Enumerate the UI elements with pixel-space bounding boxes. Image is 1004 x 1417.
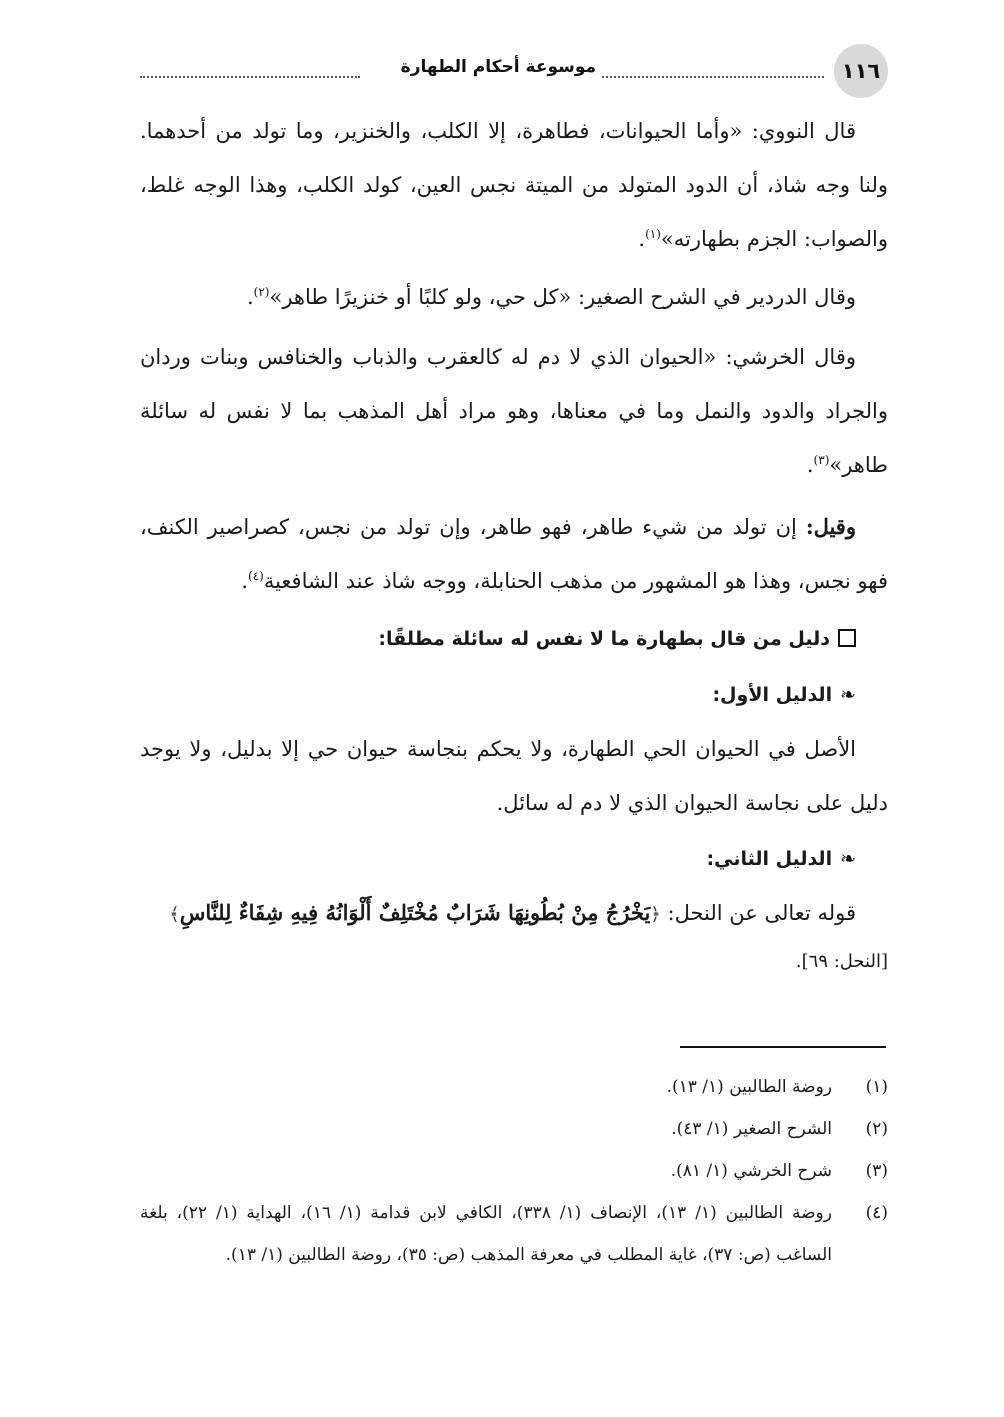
paragraph-end: . bbox=[246, 285, 254, 309]
paragraph-lead: وقيل: bbox=[805, 514, 856, 539]
paragraph-wa-qila bbox=[140, 500, 888, 608]
quran-citation: [النحل: ٦٩]. bbox=[795, 951, 888, 972]
quran-brace-close: ﴾ bbox=[169, 904, 180, 925]
subheading-second-evidence bbox=[140, 832, 888, 886]
footnote-item bbox=[140, 1150, 888, 1192]
paragraph-end: . bbox=[241, 569, 248, 593]
paragraph-lead: قوله تعالى عن النحل: bbox=[660, 901, 856, 925]
footnote-ref-3[interactable]: (٣) bbox=[813, 453, 830, 467]
quran-citation-line bbox=[140, 942, 888, 982]
leaf-icon: ❧ bbox=[840, 848, 856, 870]
footnote-item bbox=[140, 1108, 888, 1150]
paragraph-text: قال النووي: «وأما الحيوانات، فطاهرة، إلا الكلب، والخنزير، وما تولد من أحدهما. ولنا وجه شاذ، أن الدود المتولد من الميتة نجس العين، كولد الكلب، وهذا الوجه غلط، والصواب: الجزم بطهارته» bbox=[140, 119, 888, 251]
main-text bbox=[140, 104, 888, 982]
quran-verse: يَخْرُجُ مِنْ بُطُونِهَا شَرَابٌ مُخْتَلِفٌ أَلْوَانُهُ فِيهِ شِفَاءٌ لِلنَّاسِ bbox=[179, 900, 651, 925]
footnote-text: الشرح الصغير (١/ ٤٣). bbox=[671, 1119, 832, 1139]
paragraph-end: . bbox=[638, 227, 646, 251]
quran-brace-open: ﴿ bbox=[650, 904, 661, 925]
subheading-text: الدليل الأول: bbox=[712, 684, 833, 706]
paragraph-nawawi bbox=[140, 104, 888, 266]
header-dotted-rule-left bbox=[140, 76, 360, 78]
paragraph-text: وقال الدردير في الشرح الصغير: «كل حي، ولو كلبًا أو خنزيرًا طاهر» bbox=[269, 285, 856, 309]
footnote-text: روضة الطالبين (١/ ١٣)، الإنصاف (١/ ٣٣٨)، الكافي لابن قدامة (١/ ١٦)، الهداية (١/ ٢٢)، بلغة الساغب (ص: ٣٧)، غاية المطلب في معرفة المذهب (ص: ٣٥)، روضة الطالبين (١/ ١٣). bbox=[140, 1203, 832, 1265]
footnote-ref-1[interactable]: (١) bbox=[645, 227, 661, 241]
footnote-ref-4[interactable]: (٤) bbox=[248, 569, 264, 583]
footnote-text: روضة الطالبين (١/ ١٣). bbox=[666, 1077, 832, 1097]
section-heading bbox=[140, 612, 888, 666]
leaf-icon: ❧ bbox=[840, 684, 856, 706]
running-title: موسوعة أحكام الطهارة bbox=[400, 57, 596, 77]
footnote-number: (٤) bbox=[865, 1203, 888, 1223]
paragraph-asl bbox=[140, 722, 888, 830]
footnote-separator bbox=[680, 1046, 886, 1048]
page-number-badge: ١١٦ bbox=[834, 44, 888, 98]
checkbox-square-icon bbox=[838, 629, 856, 647]
footnote-ref-2[interactable]: (٢) bbox=[253, 285, 270, 299]
paragraph-kharashi bbox=[140, 330, 888, 492]
paragraph-text: وقال الخرشي: «الحيوان الذي لا دم له كالعقرب والذباب والخنافس وبنات وردان والجراد والدود والنمل وما في معناها، وهو مراد أهل المذهب بما لا نفس له سائلة طاهر» bbox=[140, 345, 888, 477]
header-dotted-rule-right bbox=[602, 76, 824, 78]
paragraph-dardir bbox=[140, 270, 888, 324]
paragraph-end: . bbox=[806, 453, 814, 477]
footnote-number: (٣) bbox=[865, 1161, 888, 1181]
paragraph-text: الأصل في الحيوان الحي الطهارة، ولا يحكم بنجاسة حيوان حي إلا بدليل، ولا يوجد دليل على نجاسة الحيوان الذي لا دم له سائل. bbox=[140, 737, 888, 815]
paragraph-text: إن تولد من شيء طاهر، فهو طاهر، وإن تولد من نجس، كصراصير الكنف، فهو نجس، وهذا هو المشهور من مذهب الحنابلة، ووجه شاذ عند الشافعية bbox=[140, 515, 888, 593]
footnote-item bbox=[140, 1192, 888, 1276]
footnote-number: (٢) bbox=[865, 1119, 888, 1139]
subheading-text: الدليل الثاني: bbox=[706, 848, 833, 870]
footnotes bbox=[140, 1066, 888, 1276]
paragraph-quran-verse bbox=[140, 886, 888, 942]
page-header bbox=[140, 44, 888, 100]
section-heading-text: دليل من قال بطهارة ما لا نفس له سائلة مطلقًا: bbox=[378, 628, 830, 650]
footnote-item bbox=[140, 1066, 888, 1108]
footnote-text: شرح الخرشي (١/ ٨١). bbox=[670, 1161, 832, 1181]
subheading-first-evidence bbox=[140, 668, 888, 722]
footnote-number: (١) bbox=[865, 1077, 888, 1097]
